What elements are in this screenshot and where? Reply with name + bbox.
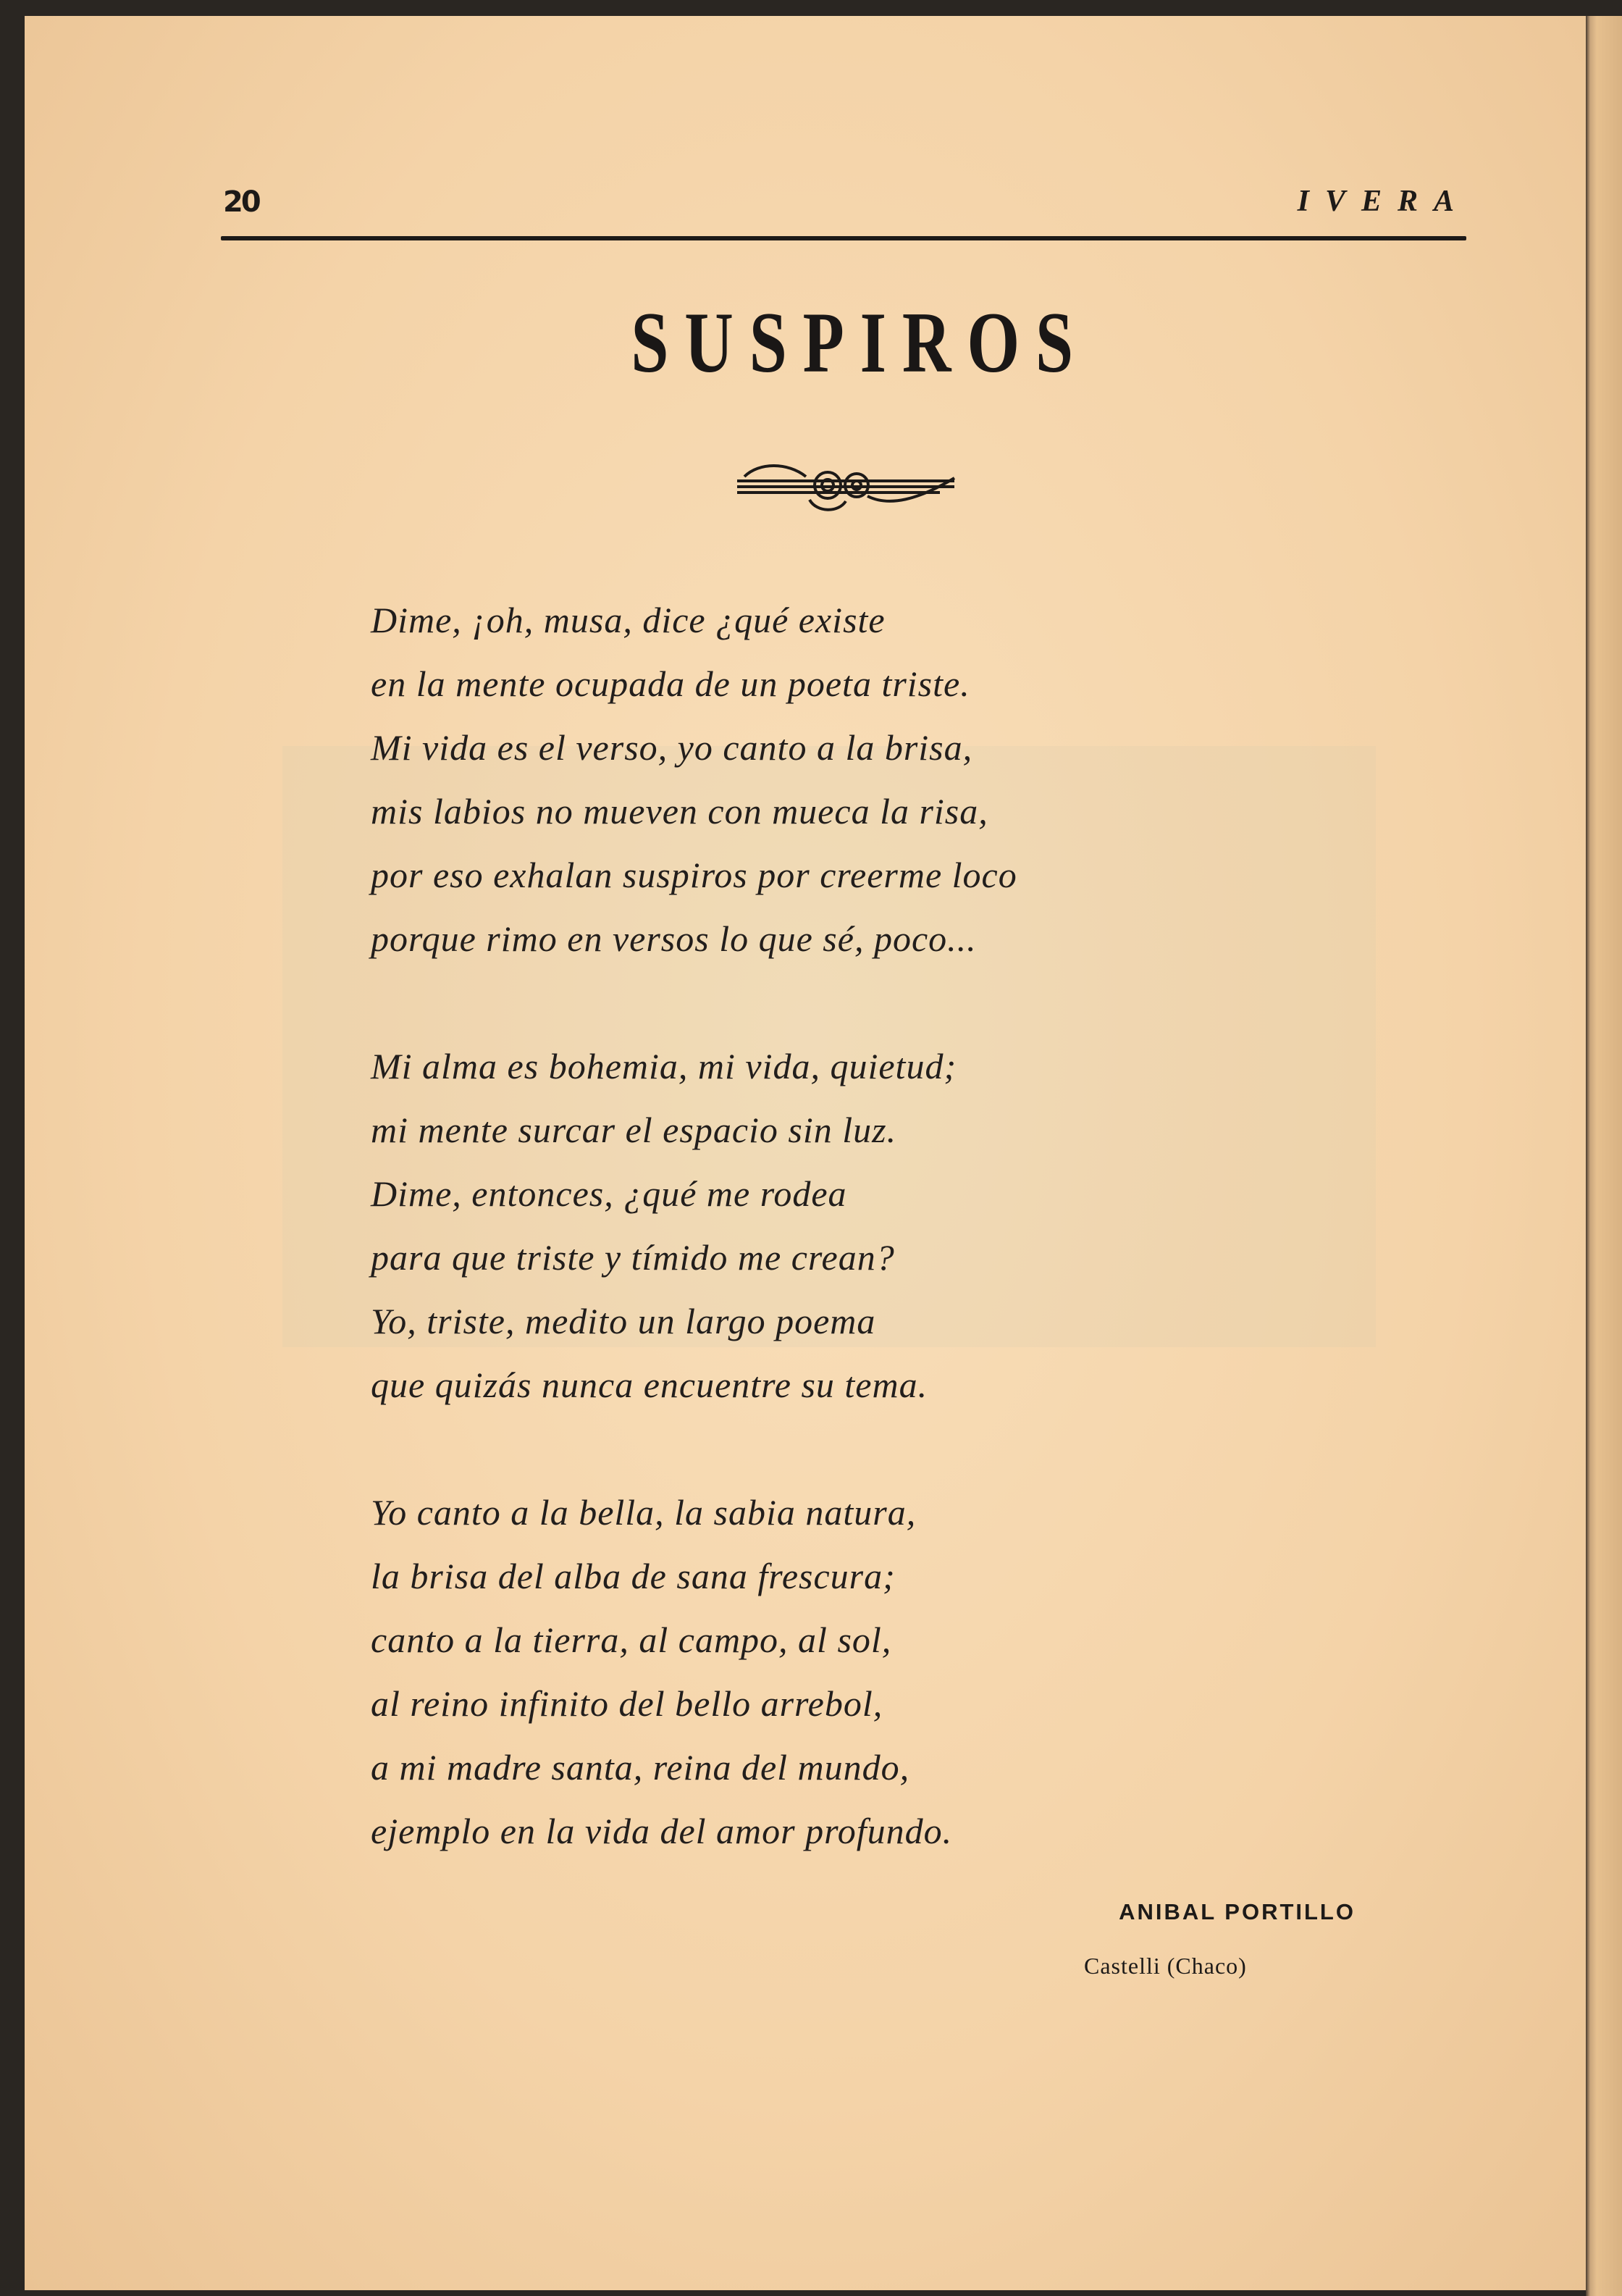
stanza — [371, 588, 1017, 971]
floral-ornament-icon — [737, 456, 962, 514]
poem-line: Dime, entonces, ¿qué me rodea — [371, 1173, 847, 1214]
poem-line: Dime, ¡oh, musa, dice ¿qué existe — [371, 600, 886, 640]
poem-line: que quizás nunca encuentre su tema. — [371, 1365, 928, 1405]
page-edge — [1586, 16, 1622, 2296]
poem-line: Mi alma es bohemia, mi vida, quietud; — [371, 1046, 957, 1086]
author-name: ANIBAL PORTILLO — [1119, 1899, 1356, 1924]
poem-line: a mi madre santa, reina del mundo, — [371, 1747, 910, 1788]
poem-line: mi mente surcar el espacio sin luz. — [371, 1110, 897, 1150]
poem-title: SUSPIROS — [631, 294, 1089, 390]
poem-line: ejemplo en la vida del amor profundo. — [371, 1811, 953, 1851]
poem-body — [371, 588, 1017, 1927]
stanza — [371, 1480, 1017, 1863]
page-number: 20 — [223, 185, 259, 219]
poem-line: la brisa del alba de sana frescura; — [371, 1556, 896, 1596]
poem-line: porque rimo en versos lo que sé, poco... — [371, 918, 977, 959]
poem-line: en la mente ocupada de un poeta triste. — [371, 663, 970, 704]
author-place: Castelli (Chaco) — [1084, 1953, 1247, 1979]
poem-line: mis labios no mueven con mueca la risa, — [371, 791, 988, 831]
poem-line: Yo, triste, medito un largo poema — [371, 1301, 876, 1341]
poem-line: Yo canto a la bella, la sabia natura, — [371, 1492, 917, 1533]
poem-line: por eso exhalan suspiros por creerme loco — [371, 855, 1017, 895]
running-title: IVERA — [1297, 185, 1470, 218]
stanza — [371, 1034, 1017, 1417]
poem-line: Mi vida es el verso, yo canto a la brisa, — [371, 727, 973, 768]
poem-line: canto a la tierra, al campo, al sol, — [371, 1620, 892, 1660]
header-rule — [221, 236, 1466, 240]
poem-line: al reino infinito del bello arrebol, — [371, 1683, 883, 1724]
poem-line: para que triste y tímido me crean? — [371, 1237, 895, 1278]
